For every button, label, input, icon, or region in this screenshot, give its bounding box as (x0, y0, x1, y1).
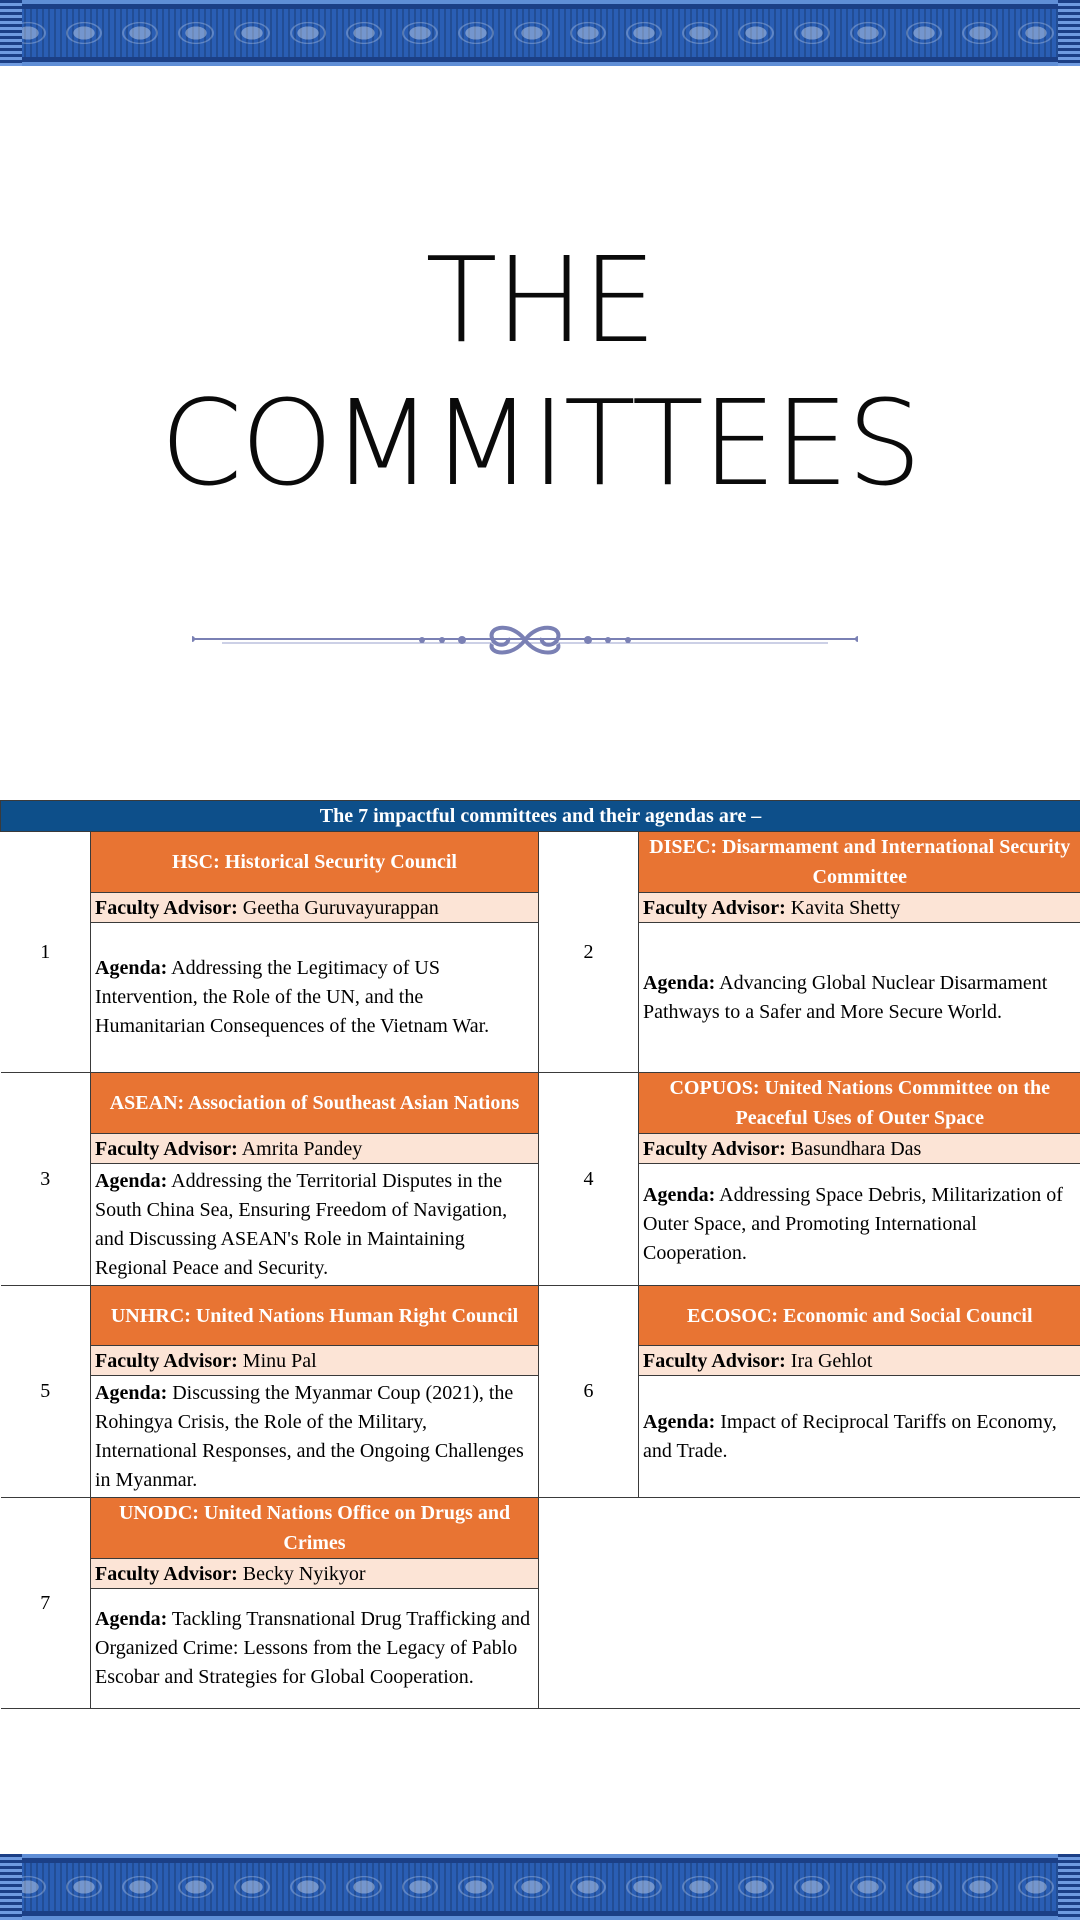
empty-cell (539, 1498, 1080, 1709)
faculty-advisor (639, 1346, 1080, 1376)
agenda (91, 1589, 539, 1709)
agenda-text: Addressing Space Debris, Militarization of Outer Space, and Promoting International Cooperation. (643, 1184, 1063, 1264)
faculty-advisor (91, 1559, 539, 1589)
committee-name: ASEAN: Association of Southeast Asian Nations (91, 1073, 539, 1134)
faculty-advisor (91, 893, 539, 923)
agenda-text: Impact of Reciprocal Tariffs on Economy, and Trade. (643, 1410, 1057, 1462)
committee-number: 3 (1, 1073, 91, 1286)
agenda-label: Agenda: (643, 1410, 716, 1433)
committee-name: COPUOS: United Nations Committee on the Peaceful Uses of Outer Space (639, 1073, 1080, 1134)
bottom-decorative-border (0, 1854, 1080, 1920)
committee-name: HSC: Historical Security Council (91, 832, 539, 893)
advisor-name: Basundhara Das (790, 1137, 922, 1160)
advisor-name: Minu Pal (242, 1349, 317, 1372)
faculty-advisor (91, 1346, 539, 1376)
agenda (91, 1164, 539, 1286)
agenda-text: Discussing the Myanmar Coup (2021), the Rohingya Crisis, the Role of the Military, International Responses, and the Ongoing Challenges in Myanmar. (95, 1381, 524, 1491)
committee-number: 5 (1, 1286, 91, 1498)
committee-name: ECOSOC: Economic and Social Council (639, 1286, 1080, 1346)
advisor-label: Faculty Advisor: (95, 896, 238, 919)
agenda-label: Agenda: (643, 1184, 716, 1206)
advisor-name: Ira Gehlot (790, 1349, 873, 1372)
faculty-advisor (639, 1134, 1080, 1164)
advisor-name: Becky Nyikyor (242, 1562, 366, 1585)
agenda-label: Agenda: (95, 1381, 168, 1404)
top-decorative-border (0, 0, 1080, 66)
agenda (91, 923, 539, 1073)
agenda-text: Addressing the Legitimacy of US Intervention, the Role of the UN, and the Humanitarian Consequences of the Vietnam War. (95, 957, 490, 1037)
advisor-label: Faculty Advisor: (643, 896, 786, 919)
committee-number: 6 (539, 1286, 639, 1498)
advisor-label: Faculty Advisor: (95, 1137, 238, 1160)
faculty-advisor (639, 893, 1080, 923)
agenda-label: Agenda: (95, 957, 168, 979)
advisor-name: Amrita Pandey (241, 1137, 363, 1160)
agenda (639, 1164, 1080, 1286)
advisor-label: Faculty Advisor: (95, 1562, 238, 1585)
ornamental-divider-icon (192, 620, 858, 660)
committee-number: 1 (1, 832, 91, 1073)
agenda (639, 923, 1080, 1073)
committee-number: 7 (1, 1498, 91, 1709)
agenda (91, 1376, 539, 1498)
page-title-line1: THE (425, 231, 655, 369)
table-banner: The 7 impactful committees and their agendas are – (1, 801, 1080, 832)
committee-name: UNODC: United Nations Office on Drugs and Crimes (91, 1498, 539, 1559)
agenda-text: Addressing the Territorial Disputes in the South China Sea, Ensuring Freedom of Navigation, and Discussing ASEAN's Role in Maintaining Regional Peace and Security. (95, 1169, 508, 1279)
advisor-label: Faculty Advisor: (643, 1349, 786, 1372)
advisor-label: Faculty Advisor: (643, 1137, 786, 1160)
agenda-label: Agenda: (95, 1608, 168, 1630)
advisor-label: Faculty Advisor: (95, 1349, 238, 1372)
committees-table (0, 800, 1080, 1709)
advisor-name: Geetha Guruvayurappan (242, 896, 439, 919)
committee-name: UNHRC: United Nations Human Right Council (91, 1286, 539, 1346)
advisor-name: Kavita Shetty (790, 896, 901, 919)
agenda-label: Agenda: (95, 1169, 168, 1192)
agenda-text: Tackling Transnational Drug Trafficking and Organized Crime: Lessons from the Legacy of Pablo Escobar and Strategies for Global Cooperation. (95, 1608, 531, 1688)
agenda (639, 1376, 1080, 1498)
agenda-label: Agenda: (643, 971, 716, 994)
faculty-advisor (91, 1134, 539, 1164)
page-title-line2: COMMITTEES (160, 374, 920, 512)
committee-number: 2 (539, 832, 639, 1073)
committee-name: DISEC: Disarmament and International Security Committee (639, 832, 1080, 893)
agenda-text: Advancing Global Nuclear Disarmament Pathways to a Safer and More Secure World. (643, 971, 1048, 1023)
committee-number: 4 (539, 1073, 639, 1286)
